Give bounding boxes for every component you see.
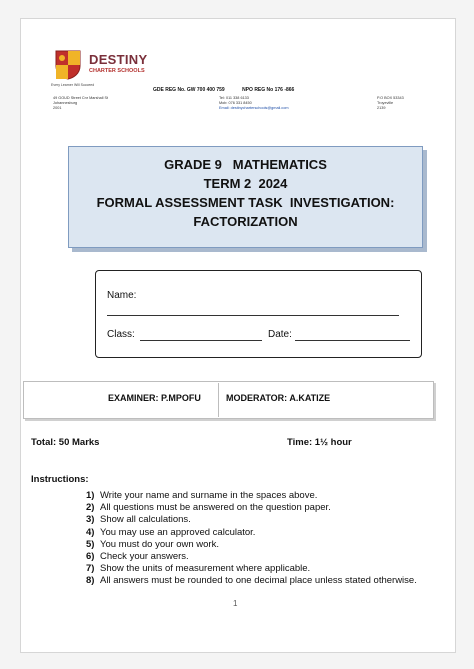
- title-line-grade: GRADE 9 MATHEMATICS: [164, 157, 327, 172]
- address-line: 2001: [53, 106, 62, 110]
- examiner-table: [23, 381, 434, 419]
- address-line: Troyeville: [377, 101, 394, 105]
- contact-middle: [219, 96, 288, 111]
- list-item: 4) You may use an approved calculator.: [86, 526, 256, 538]
- title-line-task: FORMAL ASSESSMENT TASK INVESTIGATION:: [96, 195, 395, 210]
- list-item: 8) All answers must be rounded to one decimal place unless stated otherwise.: [86, 575, 417, 587]
- list-item: 1) Write your name and surname in the spaces above.: [86, 490, 318, 501]
- table-divider: [218, 383, 219, 417]
- address-line: 2139: [377, 106, 386, 110]
- list-item: 3) Show all calculations.: [86, 514, 191, 526]
- list-item: 2) All questions must be answered on the question paper.: [86, 502, 331, 514]
- class-field[interactable]: [140, 340, 262, 341]
- date-field[interactable]: [295, 340, 410, 341]
- instructions-list: [86, 490, 417, 588]
- logo-tagline: Every Learner Will Succeed: [51, 83, 95, 87]
- student-details-box: [95, 270, 422, 358]
- address-line: Johannesburg: [53, 101, 78, 105]
- contact-tel: Tel: 011 338 6133: [219, 96, 249, 100]
- registration-line: [153, 87, 310, 93]
- total-marks: Total: 50 Marks: [31, 437, 100, 448]
- contact-email[interactable]: Email: destinycharterschools@gmail.com: [219, 106, 289, 110]
- examiner-cell: EXAMINER: P.MPOFU: [108, 393, 201, 403]
- list-item: 5) You must do your own work.: [86, 538, 219, 550]
- name-field[interactable]: [107, 315, 399, 316]
- title-box: [68, 146, 423, 248]
- brand-name: DESTINY: [89, 52, 148, 67]
- contact-mobile: Mob: 076 331 8450: [219, 101, 252, 105]
- address-line: P.O BOX 53343: [377, 96, 404, 100]
- school-crest-icon: [54, 50, 82, 80]
- title-line-term: TERM 2 2024: [203, 176, 288, 191]
- instructions-heading: Instructions:: [31, 474, 89, 485]
- address-line: 49 GOUD Street Cnr Marshall St: [53, 96, 109, 100]
- gde-registration: GDE REG No. GW 700 400 759: [153, 87, 225, 93]
- title-line-topic: FACTORIZATION: [193, 214, 298, 229]
- date-label: Date:: [268, 329, 292, 340]
- class-label: Class:: [107, 329, 135, 340]
- npo-registration: NPO REG No 176 -866: [242, 87, 295, 93]
- time-allowed: Time: 1½ hour: [287, 437, 352, 448]
- moderator-cell: MODERATOR: A.KATIZE: [226, 393, 331, 403]
- document-page: [20, 18, 456, 653]
- page-number: 1: [233, 599, 238, 608]
- school-logo-text: [89, 53, 147, 75]
- brand-subtitle: CHARTER SCHOOLS: [89, 68, 145, 74]
- address-right: [377, 96, 404, 111]
- name-label: Name:: [107, 290, 137, 301]
- address-left: [53, 96, 108, 111]
- list-item: 6) Check your answers.: [86, 551, 189, 563]
- list-item: 7) Show the units of measurement where applicable.: [86, 563, 311, 575]
